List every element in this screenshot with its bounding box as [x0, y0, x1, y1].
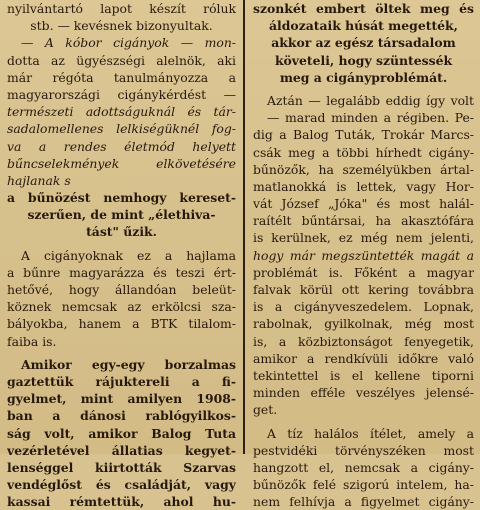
text-line: bűncselekmények elkövetésére [7, 155, 236, 171]
text-line: is, a közbiztonságot fenyegetik, [253, 333, 474, 349]
text-line: A tíz halálos ítélet, amely a [267, 425, 474, 441]
text-line: Aztán — legalább eddig így volt [267, 92, 474, 108]
text-line: hetővé, hogy állandóan beleüt- [7, 282, 236, 297]
text-line: gaztettük rájuktereli a fi- [7, 373, 236, 389]
text-line: magyarországi cigánykérdést — [7, 86, 236, 102]
text-line: hogy már megszüntették magát a [253, 247, 474, 263]
text-line: bályokba, hanem a BTK tilalom- [7, 316, 236, 332]
text-line: faiba is. [7, 333, 57, 349]
text-line: ban a dánosi rablógyilkos- [7, 408, 236, 424]
text-line: sadalomellenes lelkiségüknél fog- [7, 121, 236, 137]
text-line: csák meg a többi hírhedt cigány- [253, 144, 474, 160]
text-line: követeli, hogy szüntessék [274, 52, 453, 68]
text-line: köznek nemcsak az erkölcsi sza- [7, 299, 236, 315]
text-line: — A kóbor cigányok — mon- [21, 35, 236, 51]
text-line: problémát is. Főként a magyar [253, 264, 474, 280]
text-line: a bűnözést nemhogy kereset- [7, 190, 236, 206]
text-line: bűnözők, ha személyükben ártal- [253, 161, 474, 177]
text-line: természeti adottságuknál és tár- [7, 104, 236, 120]
text-line: nem felhívja a figyelmet cigány- [253, 494, 474, 510]
text-line: rabolnak, gyilkolnak, még most [253, 316, 474, 332]
text-line: tást" űzik. [86, 224, 157, 240]
text-line: dig a Balog Tuták, Trokár Marcs- [253, 127, 474, 143]
text-line: get. [253, 402, 278, 418]
text-line: már régóta tanulmányozza a [7, 69, 236, 85]
text-line: raítélt bűntársai, ha akasztófára [253, 213, 474, 229]
text-line: stb. — kevésnek bizonyultak. [30, 18, 213, 34]
text-line: szonkét embert öltek meg és [253, 1, 474, 16]
text-line: is a cigányveszedelem. Lopnak, [253, 299, 474, 315]
text-line: — marad minden a régiben. Pe- [267, 110, 474, 126]
text-line: is kerülnek, ez még nem jelenti, [253, 230, 474, 246]
text-line: Amikor egy-egy borzalmas [21, 356, 236, 372]
text-line: va a rendes életmód helyett [7, 138, 236, 154]
left-column [7, 0, 236, 510]
text-line: tekintettel is el kellene tiporni [253, 367, 474, 383]
text-line: A cigányoknak ez a hajlama [21, 247, 236, 263]
text-line: szerűen, de mint „élethiva- [27, 207, 216, 223]
text-line: ság volt, amikor Balog Tuta [7, 425, 236, 441]
text-line: lenséggel kiirtották Szarvas [7, 459, 236, 475]
text-line: dotta az ügyészségi alelnök, aki [7, 52, 236, 68]
text-line: bűnözők felé szigorú intelem, ha- [253, 477, 474, 493]
text-line: amikor a rendkívüli időkre való [253, 350, 474, 366]
text-line: falvak körül ott kering továbbra [253, 282, 474, 297]
text-line: a bűnre magyarázza és teszi ért- [7, 264, 236, 280]
text-line: gyelmet, mint amilyen 1908- [7, 391, 236, 407]
column-divider [243, 0, 245, 454]
text-line: akkor az egész társadalom [271, 35, 456, 51]
right-column [253, 0, 474, 510]
text-line: nyilvántartó lapot készít róluk [7, 1, 236, 16]
text-line: áldozataik húsát megették, [269, 18, 458, 34]
text-line: vát József „Jóka" és most halál- [253, 196, 474, 212]
text-line: hangzott el, nemcsak a cigány- [253, 459, 474, 475]
text-line: vendéglőst és családját, vagy [7, 477, 236, 493]
text-line: matlanokká is lettek, vagy Hor- [253, 178, 474, 194]
text-line: kassai rémtettük, ahol hu- [7, 494, 236, 510]
text-line: minden efféle veszélyes jelensé- [253, 385, 474, 401]
text-line: meg a cigányproblémát. [279, 69, 448, 85]
text-line: hajlanak s [7, 172, 71, 188]
text-line: vezérletével állatias kegyet- [7, 442, 236, 458]
text-line: pestvidéki törvényszéken most [253, 442, 474, 458]
